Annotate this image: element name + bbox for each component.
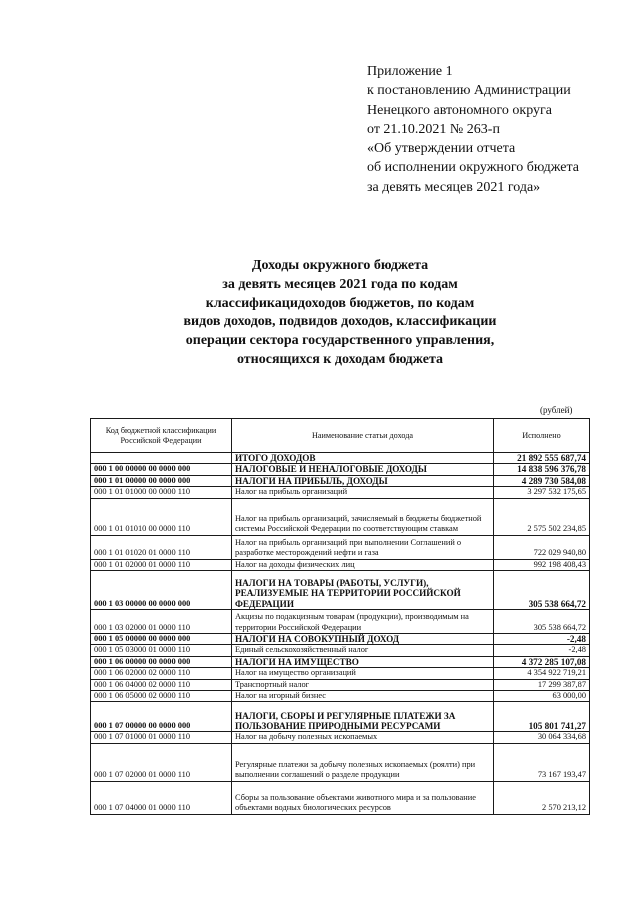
title-line: классификацидоходов бюджетов, по кодам [205,295,475,311]
header-name: Наименование статьи дохода [232,419,494,453]
row-value: 305 538 664,72 [494,610,590,634]
row-value: 14 838 596 376,78 [494,464,590,475]
appendix-line: об исполнении окружного бюджета [367,160,579,176]
table-row [91,679,590,690]
appendix-line: к постановлению Администрации [367,83,571,99]
row-value: 992 198 408,43 [494,559,590,570]
table-row [91,610,590,634]
row-value: -2,48 [494,645,590,656]
row-value: 73 167 193,47 [494,743,590,781]
appendix-line: от 21.10.2021 № 263-п [367,121,500,137]
table-row [91,781,590,814]
row-code: 000 1 06 04000 02 0000 110 [91,679,232,690]
table-row [91,634,590,645]
row-value: 17 299 387,87 [494,679,590,690]
row-code: 000 1 07 01000 01 0000 110 [91,732,232,743]
table-row [91,571,590,610]
row-name: Налог на прибыль организаций при выполнении Соглашений о разработке месторождений нефти и газа [232,535,494,559]
table-row [91,487,590,498]
row-code: 000 1 06 00000 00 0000 000 [91,656,232,667]
table-row [91,535,590,559]
header-value: Исполнено [494,419,590,453]
appendix-line: за девять месяцев 2021 года» [367,179,541,195]
row-name: Налог на прибыль организаций [232,487,494,498]
row-value: 30 064 334,68 [494,732,590,743]
row-code [91,453,232,464]
table-row [91,691,590,702]
row-code: 000 1 07 02000 01 0000 110 [91,743,232,781]
row-value: 2 575 502 234,85 [494,498,590,535]
title-line: операции сектора государственного управления, [185,333,495,349]
table-row [91,732,590,743]
row-code: 000 1 01 01000 00 0000 110 [91,487,232,498]
appendix-line: «Об утверждении отчета [367,141,516,157]
row-name: НАЛОГИ НА ИМУЩЕСТВО [232,656,494,667]
row-name: Единый сельскохозяйственный налог [232,645,494,656]
row-code: 000 1 01 02000 01 0000 110 [91,559,232,570]
row-name: НАЛОГИ, СБОРЫ И РЕГУЛЯРНЫЕ ПЛАТЕЖИ ЗА ПОЛЬЗОВАНИЕ ПРИРОДНЫМИ РЕСУРСАМИ [232,702,494,732]
row-value: 4 354 922 719,21 [494,668,590,679]
row-code: 000 1 07 00000 00 0000 000 [91,702,232,732]
row-name: Налог на игорный бизнес [232,691,494,702]
table-row [91,668,590,679]
row-value: 3 297 532 175,65 [494,487,590,498]
row-value: 4 289 730 584,08 [494,475,590,486]
title-line: видов доходов, подвидов доходов, классификации [183,314,497,330]
document-title [120,257,560,370]
appendix-header [367,62,629,197]
row-name: Акцизы по подакцизным товарам (продукции), производимым на территории Российской Федерации [232,610,494,634]
row-code: 000 1 01 01020 01 0000 110 [91,535,232,559]
row-code: 000 1 05 03000 01 0000 110 [91,645,232,656]
row-name: Налог на добычу полезных ископаемых [232,732,494,743]
row-name: Налог на доходы физических лиц [232,559,494,570]
row-value: 4 372 285 107,08 [494,656,590,667]
title-line: относящихся к доходам бюджета [236,351,443,367]
row-value: 63 000,00 [494,691,590,702]
title-line: за девять месяцев 2021 года по кодам [222,276,458,292]
row-name: НАЛОГИ НА ПРИБЫЛЬ, ДОХОДЫ [232,475,494,486]
row-name: ИТОГО ДОХОДОВ [232,453,494,464]
row-name: Регулярные платежи за добычу полезных ископаемых (роялти) при выполнении соглашений о разделе продукции [232,743,494,781]
row-code: 000 1 06 02000 02 0000 110 [91,668,232,679]
row-name: Транспортный налог [232,679,494,690]
row-code: 000 1 01 01010 00 0000 110 [91,498,232,535]
row-value: 2 570 213,12 [494,781,590,814]
row-name: НАЛОГИ НА ТОВАРЫ (РАБОТЫ, УСЛУГИ), РЕАЛИЗУЕМЫЕ НА ТЕРРИТОРИИ РОССИЙСКОЙ ФЕДЕРАЦИИ [232,571,494,610]
table-row [91,559,590,570]
row-value: 722 029 940,80 [494,535,590,559]
table-row [91,475,590,486]
row-value: 305 538 664,72 [494,571,590,610]
table-row [91,743,590,781]
appendix-line: Ненецкого автономного округа [367,102,552,118]
row-code: 000 1 07 04000 01 0000 110 [91,781,232,814]
title-line: Доходы окружного бюджета [251,258,429,273]
units-label: (рублей) [540,405,573,415]
row-code: 000 1 05 00000 00 0000 000 [91,634,232,645]
row-name: Сборы за пользование объектами животного мира и за пользование объектами водных биологических ресурсов [232,781,494,814]
table-row [91,498,590,535]
row-code: 000 1 03 02000 01 0000 110 [91,610,232,634]
table-row [91,656,590,667]
row-value: -2,48 [494,634,590,645]
row-name: НАЛОГИ НА СОВОКУПНЫЙ ДОХОД [232,634,494,645]
table-row-total [91,453,590,464]
row-name: НАЛОГОВЫЕ И НЕНАЛОГОВЫЕ ДОХОДЫ [232,464,494,475]
table-row [91,645,590,656]
table-header-row [91,419,590,453]
appendix-line: Приложение 1 [367,64,453,79]
row-value: 21 892 555 687,74 [494,453,590,464]
row-code: 000 1 03 00000 00 0000 000 [91,571,232,610]
table-row [91,702,590,732]
revenue-table [90,418,590,815]
row-name: Налог на имущество организаций [232,668,494,679]
row-name: Налог на прибыль организаций, зачисляемый в бюджеты бюджетной системы Российской Федерации по соответствующим ставкам [232,498,494,535]
row-value: 105 801 741,27 [494,702,590,732]
row-code: 000 1 06 05000 02 0000 110 [91,691,232,702]
table-row [91,464,590,475]
row-code: 000 1 00 00000 00 0000 000 [91,464,232,475]
row-code: 000 1 01 00000 00 0000 000 [91,475,232,486]
header-code: Код бюджетной классификации Российской Федерации [91,419,232,453]
